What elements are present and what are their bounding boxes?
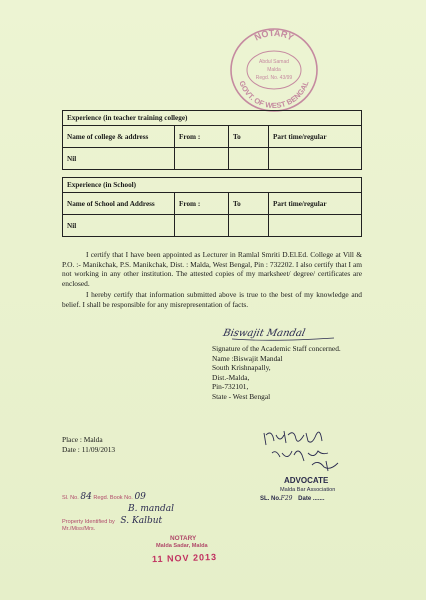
serial-number-value: F29 (280, 495, 293, 502)
serial-number-label: SL. No. (260, 496, 281, 502)
regd-book-value: 09 (134, 492, 146, 502)
applicant-name: Name :Biswajit Mandal (212, 353, 283, 363)
identified-value: S. Kalbut (120, 516, 163, 526)
table-cell (175, 148, 229, 170)
signature-text: Biswajit Mandal (221, 328, 307, 339)
advocate-title: ADVOCATE (284, 476, 329, 485)
sl-no-label: Sl. No. (62, 495, 79, 501)
column-header: From : (175, 126, 229, 148)
seal-ring-bottom-text: GOVT. OF WEST BENGAL (237, 79, 311, 111)
table-cell: Nil (63, 148, 175, 170)
table-cell (175, 215, 229, 237)
column-header: To (229, 126, 269, 148)
table-cell (269, 215, 362, 237)
sl-no-value: 84 (80, 492, 92, 502)
notary-seal-top (228, 26, 320, 114)
seal-center-line-2: Malda (267, 67, 281, 73)
table-title: Experience (in teacher training college) (63, 111, 362, 126)
experience-college-table (62, 110, 362, 170)
regd-book-label: Regd. Book No. (93, 495, 133, 501)
advocate-attestation (258, 425, 378, 520)
table-cell: Nil (63, 215, 175, 237)
sl-regd-row (62, 492, 146, 502)
table-cell (229, 148, 269, 170)
certification-paragraph: I certify that I have been appointed as Lecturer in Ramlal Smriti D.El.Ed. College at Vill & P.O. :- Manikchak, P.S. Manikchak, Dist. : Malda, West Bengal, Pin : 732202. I also certify that I am not working in any other institution. The attested copies of my marksheet/ degree/ certificates are enclosed. (62, 250, 362, 288)
notary-stamp-location: Malda Sadar, Malda (156, 543, 208, 549)
notary-date-stamp: 11 NOV 2013 (151, 551, 218, 565)
declaration-paragraph: I hereby certify that information submitted above is true to the best of my knowledge and belief. I shall be responsible for any misrepresentation of facts. (62, 290, 362, 309)
column-header: Name of college & address (63, 126, 175, 148)
identified-row (62, 516, 162, 526)
address-line: South Krishnapally, (212, 363, 271, 373)
experience-school-table (62, 177, 362, 237)
signature-block (212, 320, 372, 402)
handwritten-name: B. mandal (128, 504, 175, 514)
notary-endorsement (58, 488, 238, 578)
advocate-handwritten-signature (258, 425, 378, 475)
table-row (63, 215, 362, 237)
column-header: To (229, 193, 269, 215)
address-line: Dist.-Malda, (212, 372, 250, 382)
svg-text:GOVT. OF WEST BENGAL (237, 79, 310, 110)
identified-label: Property Identified by (62, 519, 115, 525)
title-label: Mr./Miss/Mrs. (62, 526, 96, 532)
handwritten-signature (212, 320, 372, 344)
address-line: State - West Bengal (212, 391, 271, 401)
table-cell (269, 148, 362, 170)
address-line: Pin-732101, (212, 382, 249, 392)
date-field-label: Date ....... (298, 496, 325, 502)
signature-caption: Signature of the Academic Staff concerned. (212, 344, 341, 353)
bar-association-label: Malda Bar Association (280, 487, 336, 493)
place-date-block (62, 435, 115, 454)
date-label: Date : 11/09/2013 (62, 444, 116, 454)
table-title: Experience (in School) (63, 178, 362, 193)
svg-text:NOTARY (253, 28, 295, 43)
table-row (63, 148, 362, 170)
seal-center-line-3: Regd. No. 43/99 (255, 75, 293, 81)
notary-stamp-title: NOTARY (170, 535, 197, 542)
column-header: From : (175, 193, 229, 215)
seal-center-line-1: Abdul Samad (258, 59, 290, 65)
column-header: Part time/regular (269, 126, 362, 148)
table-cell (229, 215, 269, 237)
column-header: Part time/regular (269, 193, 362, 215)
place-label: Place : Malda (62, 435, 103, 444)
seal-ring-top-text: NOTARY (252, 27, 296, 43)
serial-number-row (260, 495, 325, 502)
column-header: Name of School and Address (63, 193, 175, 215)
